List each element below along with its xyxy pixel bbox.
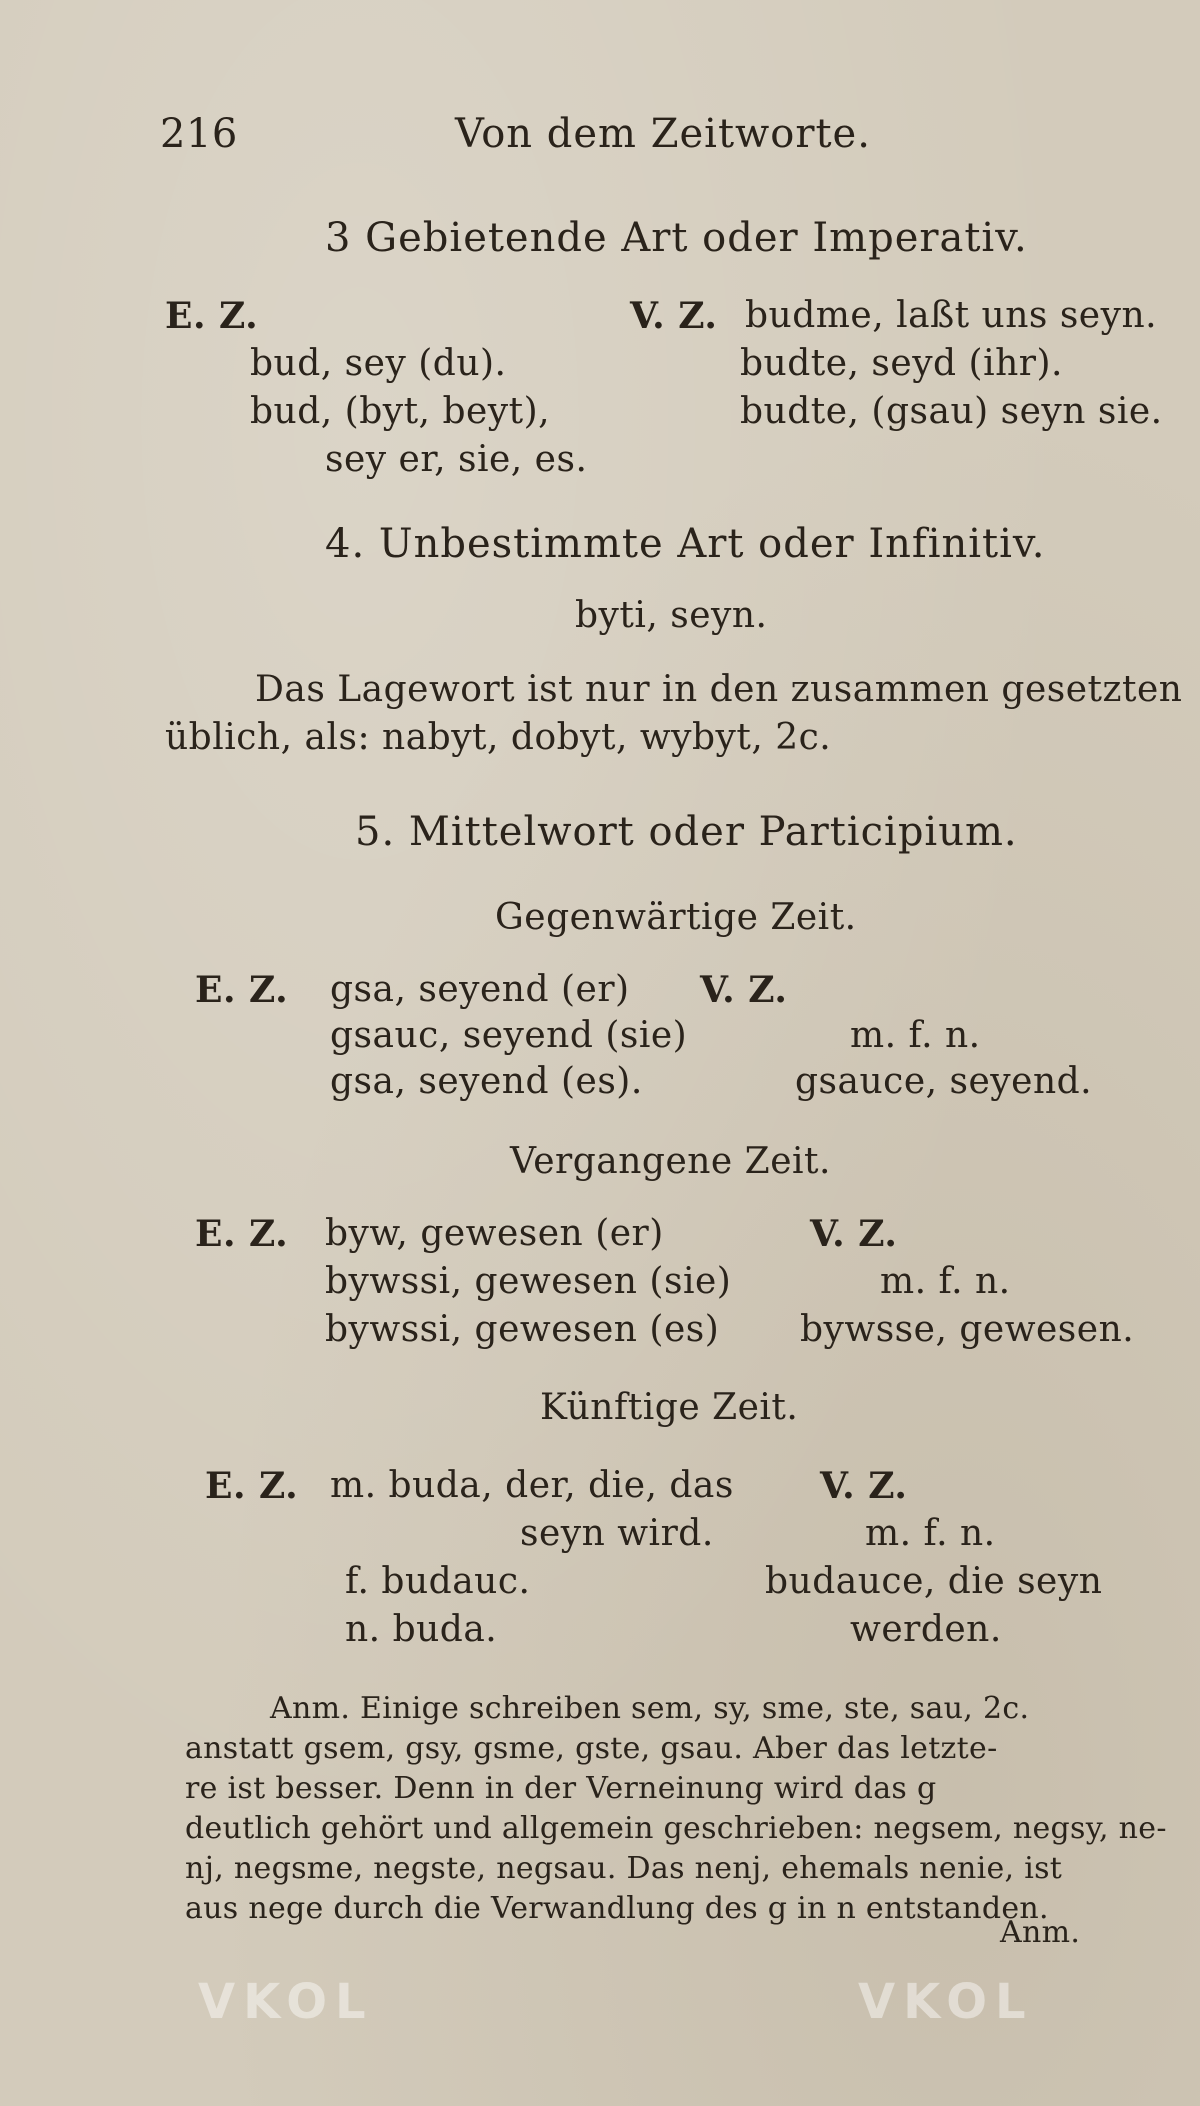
imperative-singular-line: bud, (byt, beyt),	[250, 391, 551, 432]
future-plural-line: werden.	[850, 1609, 1002, 1650]
present-singular-line: gsa, seyend (er)	[330, 969, 630, 1010]
imperative-plural-line: budte, (gsau) seyn sie.	[740, 391, 1163, 432]
present-singular-label: E. Z.	[195, 969, 289, 1011]
present-title: Gegenwärtige Zeit.	[495, 897, 857, 938]
future-masc-line: m. buda, der, die, das	[330, 1465, 734, 1506]
present-plural-gender: m. f. n.	[850, 1015, 981, 1056]
future-neut-line: n. buda.	[345, 1609, 498, 1650]
future-singular-label: E. Z.	[205, 1465, 299, 1507]
present-singular-line: gsauc, seyend (sie)	[330, 1015, 688, 1056]
imperative-singular-line: sey er, sie, es.	[325, 439, 588, 480]
future-plural-line: budauce, die seyn	[765, 1561, 1103, 1602]
past-plural-gender: m. f. n.	[880, 1261, 1011, 1302]
imperative-plural-line: budme, laßt uns seyn.	[745, 295, 1158, 336]
catchword: Anm.	[1000, 1915, 1081, 1950]
infinitive-note-line: Das Lagewort ist nur in den zusammen gesetzten	[255, 669, 1183, 710]
future-plural-gender: m. f. n.	[865, 1513, 996, 1554]
running-title: Von dem Zeitworte.	[455, 111, 871, 157]
remark-line: anstatt gsem, gsy, gsme, gste, gsau. Aber das letzte-	[185, 1731, 998, 1766]
present-plural-form: gsauce, seyend.	[795, 1061, 1093, 1102]
past-plural-label: V. Z.	[810, 1213, 898, 1255]
past-singular-line: bywssi, gewesen (sie)	[325, 1261, 732, 1302]
infinitive-heading: 4. Unbestimmte Art oder Infinitiv.	[325, 521, 1046, 567]
future-title: Künftige Zeit.	[540, 1387, 799, 1428]
watermark: VKOL	[858, 1974, 1034, 2030]
infinitive-note-line: üblich, als: nabyt, dobyt, wybyt, 2c.	[165, 717, 832, 758]
remark-line: Anm. Einige schreiben sem, sy, sme, ste, sau, 2c.	[270, 1691, 1030, 1726]
remark-line: aus nege durch die Verwandlung des g in n entstanden.	[185, 1891, 1049, 1926]
future-masc-line: seyn wird.	[520, 1513, 714, 1554]
past-title: Vergangene Zeit.	[510, 1141, 831, 1182]
imperative-plural-label: V. Z.	[630, 295, 718, 337]
future-plural-label: V. Z.	[820, 1465, 908, 1507]
present-plural-label: V. Z.	[700, 969, 788, 1011]
remark-line: nj, negsme, negste, negsau. Das nenj, ehemals nenie, ist	[185, 1851, 1063, 1886]
future-fem-line: f. budauc.	[345, 1561, 531, 1602]
remark-line: re ist besser. Denn in der Verneinung wird das g	[185, 1771, 937, 1806]
watermark: VKOL	[198, 1974, 374, 2030]
remark-line: deutlich gehört und allgemein geschrieben: negsem, negsy, ne-	[185, 1811, 1167, 1846]
imperative-plural-line: budte, seyd (ihr).	[740, 343, 1063, 384]
participle-heading: 5. Mittelwort oder Participium.	[355, 809, 1018, 855]
page-number: 216	[160, 111, 238, 157]
imperative-singular-line: bud, sey (du).	[250, 343, 507, 384]
past-plural-form: bywsse, gewesen.	[800, 1309, 1135, 1350]
infinitive-form: byti, seyn.	[575, 595, 768, 636]
past-singular-label: E. Z.	[195, 1213, 289, 1255]
present-singular-line: gsa, seyend (es).	[330, 1061, 643, 1102]
past-singular-line: bywssi, gewesen (es)	[325, 1309, 720, 1350]
imperative-heading: 3 Gebietende Art oder Imperativ.	[325, 215, 1028, 261]
imperative-singular-label: E. Z.	[165, 295, 259, 337]
past-singular-line: byw, gewesen (er)	[325, 1213, 664, 1254]
